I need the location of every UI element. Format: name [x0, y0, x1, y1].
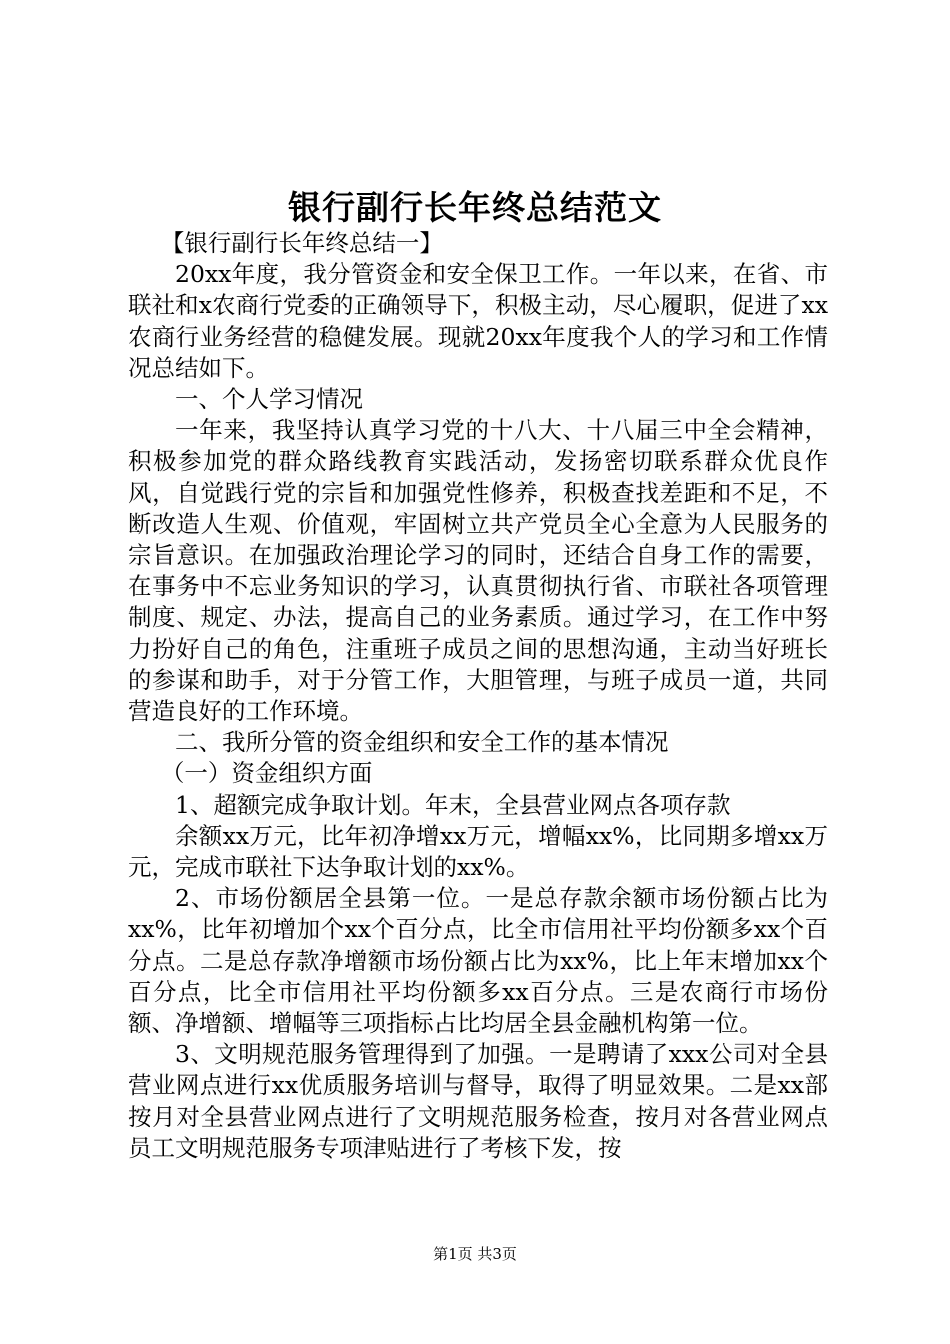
paragraph: 20xx年度，我分管资金和安全保卫工作。一年以来，在省、市联社和x农商行党委的正确领导下，积极主动，尽心履职，促进了xx农商行业务经营的稳健发展。现就20xx年度我个人的学习和工作情况总结如下。: [128, 260, 828, 382]
section-heading: 【银行副行长年终总结一】: [160, 229, 443, 257]
section-heading: 二、我所分管的资金组织和安全工作的基本情况: [175, 728, 669, 757]
paragraph: 2、市场份额居全县第一位。一是总存款余额市场份额占比为xx%，比年初增加个xx个百分点，比全市信用社平均份额多xx个百分点。二是总存款净增额市场份额占比为xx%，比上年末增加xx个百分点，比全市信用社平均份额多xx百分点。三是农商行市场份额、净增额、增幅等三项指标占比均居全县金融机构第一位。: [128, 884, 828, 1038]
paragraph: 3、文明规范服务管理得到了加强。一是聘请了xxx公司对全县营业网点进行xx优质服务培训与督导，取得了明显效果。二是xx部按月对全县营业网点进行了文明规范服务检查，按月对各营业网点员工文明规范服务专项津贴进行了考核下发，按: [128, 1040, 828, 1162]
paragraph: 1、超额完成争取计划。年末，全县营业网点各项存款: [175, 790, 731, 819]
section-heading: 一、个人学习情况: [175, 385, 363, 414]
page-footer: 第1页 共3页: [433, 1245, 517, 1263]
document-title: 银行副行长年终总结范文: [288, 188, 662, 227]
paragraph: 一年来，我坚持认真学习党的十八大、十八届三中全会精神，积极参加党的群众路线教育实践活动，发扬密切联系群众优良作风，自觉践行党的宗旨和加强党性修养，积极查找差距和不足，不断改造人生观、价值观，牢固树立共产党员全心全意为人民服务的宗旨意识。在加强政治理论学习的同时，还结合自身工作的需要，在事务中不忘业务知识的学习，认真贯彻执行省、市联社各项管理制度、规定、办法，提高自己的业务素质。通过学习，在工作中努力扮好自己的角色，注重班子成员之间的思想沟通，主动当好班长的参谋和助手，对于分管工作，大胆管理，与班子成员一道，共同营造良好的工作环境。: [128, 416, 828, 726]
paragraph: 余额xx万元，比年初净增xx万元，增幅xx%，比同期多增xx万元，完成市联社下达争取计划的xx%。: [128, 821, 828, 882]
subsection-heading: （一）资金组织方面: [160, 759, 373, 788]
document-body: [128, 228, 828, 1164]
